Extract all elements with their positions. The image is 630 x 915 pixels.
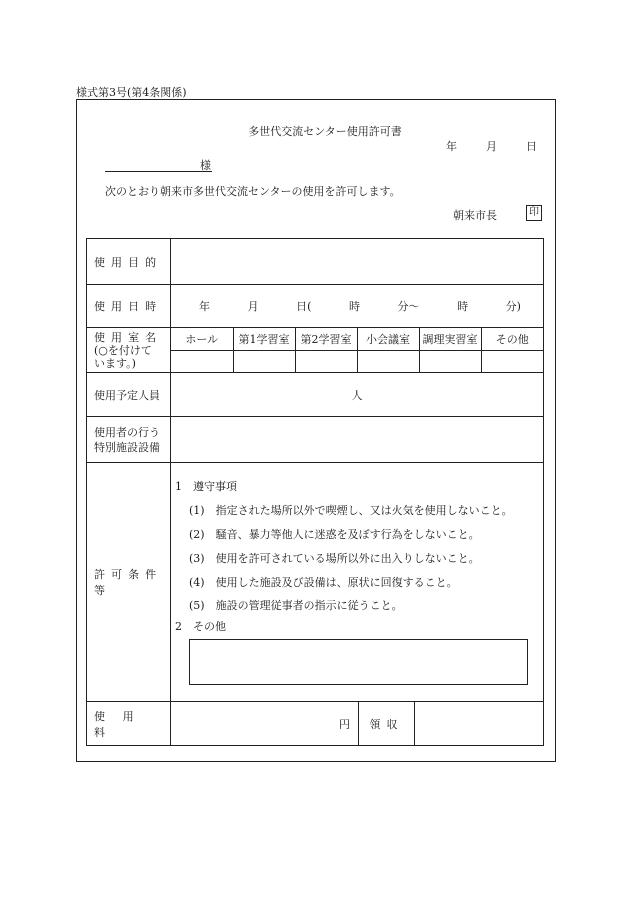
intro-text: 次のとおり朝来市多世代交流センターの使用を許可します。 (105, 185, 401, 198)
date-year: 年 (446, 140, 457, 153)
row-purpose (87, 239, 544, 285)
conditions-section-1: 1 遵守事項 (175, 480, 237, 493)
receipt-field[interactable] (415, 702, 544, 745)
condition-item-2: (2) 騒音、暴力等他人に迷惑を及ぼす行為をしないこと。 (189, 528, 480, 541)
dt-hour-end: 時 (457, 300, 469, 313)
row-attendees (87, 373, 544, 417)
special-label-line2: 特別施設設備 (94, 440, 160, 454)
room-label-line1: 使用室名 (94, 330, 163, 344)
fee-cell (171, 702, 544, 746)
condition-item-1: (1) 指定された場所以外で喫煙し、又は火気を使用しないこと。 (189, 504, 513, 517)
special-label (87, 417, 171, 463)
datetime-label (87, 285, 171, 328)
issue-date (446, 138, 537, 154)
conditions-cell (171, 463, 544, 702)
conditions-label-text: 許可条件等 (94, 568, 163, 597)
dt-day: 日( (296, 300, 312, 313)
room-cooking: 調理実習室 (419, 328, 481, 351)
room-hall-mark[interactable] (171, 351, 233, 373)
room-hall: ホール (171, 328, 233, 351)
room-label-line3: います。) (94, 356, 136, 370)
purpose-label (87, 239, 171, 285)
room-study-1: 第1学習室 (233, 328, 295, 351)
fee-label: 使用料 (87, 702, 171, 746)
attendees-field[interactable] (171, 373, 544, 417)
fee-amount[interactable] (171, 702, 359, 745)
seal-box: 印 (526, 205, 542, 221)
dt-minute-end: 分) (505, 300, 521, 313)
fee-unit: 円 (339, 717, 350, 731)
room-cooking-mark[interactable] (419, 351, 481, 373)
receipt-label (359, 702, 415, 745)
condition-item-3: (3) 使用を許可されている場所以外に出入りしないこと。 (189, 552, 480, 565)
special-field[interactable] (171, 417, 544, 463)
receipt-label-text: 領収 (369, 717, 404, 731)
date-day: 日 (526, 140, 537, 153)
room-meeting-mark[interactable] (357, 351, 419, 373)
purpose-field[interactable] (171, 239, 544, 285)
dt-hour-start: 時 (348, 300, 360, 313)
dt-minute-start: 分〜 (397, 300, 420, 313)
room-label-line2: (○を付けて (94, 343, 152, 357)
room-study-2-mark[interactable] (295, 351, 357, 373)
datetime-parts (171, 298, 543, 314)
room-other: その他 (481, 328, 543, 351)
room-study-1-mark[interactable] (233, 351, 295, 373)
room-grid (171, 328, 543, 372)
room-study-2: 第2学習室 (295, 328, 357, 351)
date-month: 月 (486, 140, 497, 153)
conditions-body (171, 463, 543, 701)
recipient-name-line[interactable] (105, 171, 212, 172)
document-title: 多世代交流センター使用許可書 (248, 125, 402, 138)
attendees-label: 使用予定人員 (87, 373, 171, 417)
row-rooms (87, 328, 544, 373)
row-datetime (87, 285, 544, 328)
dt-year: 年 (199, 300, 210, 313)
dt-month: 月 (247, 300, 259, 313)
issuer-name: 朝来市長 (453, 209, 497, 222)
other-conditions-box[interactable] (189, 639, 528, 685)
datetime-label-text: 使用日時 (94, 300, 163, 313)
special-label-line1: 使用者の行う (94, 425, 160, 439)
room-meeting: 小会議室 (357, 328, 419, 351)
conditions-section-2: 2 その他 (175, 620, 226, 633)
recipient-honorific: 様 (200, 159, 211, 172)
row-special-equipment (87, 417, 544, 463)
form-number: 様式第3号(第4条関係) (76, 86, 187, 99)
room-label (87, 328, 171, 373)
fee-grid (171, 702, 543, 745)
attendees-unit: 人 (351, 388, 363, 402)
condition-item-4: (4) 使用した施設及び設備は、原状に回復すること。 (189, 576, 458, 589)
room-choices (171, 328, 544, 373)
condition-item-5: (5) 施設の管理従事者の指示に従うこと。 (189, 599, 403, 612)
conditions-label (87, 463, 171, 702)
permit-table (86, 238, 544, 746)
purpose-label-text: 使用目的 (94, 255, 163, 269)
row-fee (87, 702, 544, 746)
datetime-field[interactable] (171, 285, 544, 328)
row-conditions (87, 463, 544, 702)
room-other-mark[interactable] (481, 351, 543, 373)
